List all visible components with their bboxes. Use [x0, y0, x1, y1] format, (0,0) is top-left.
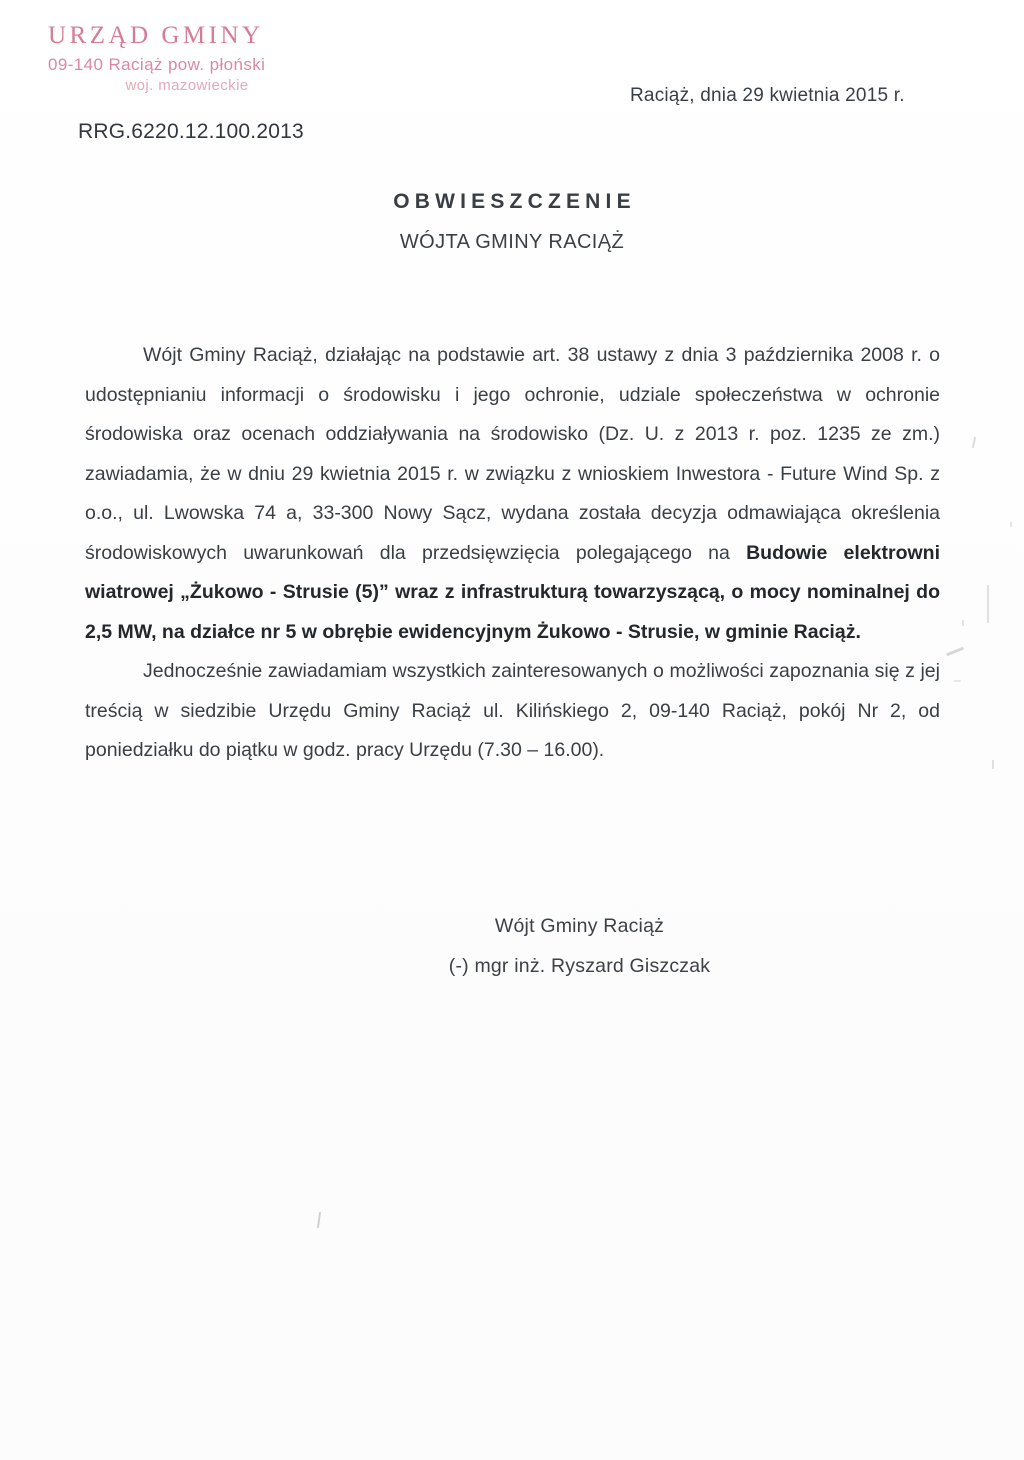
signature-block: [0, 915, 1024, 978]
scan-artifact: [317, 1212, 321, 1228]
scan-artifact: [1010, 522, 1012, 527]
page-title: OBWIESZCZENIE: [393, 190, 636, 213]
scan-artifact: [992, 760, 994, 769]
paragraph-1-part-3: .: [855, 620, 861, 643]
scan-artifact: [946, 647, 964, 657]
paragraph-legal-basis: [85, 336, 940, 652]
stamp-address: 09-140 Raciąż pow. płoński: [48, 54, 266, 74]
stamp-office-name: URZĄD GMINY: [48, 22, 264, 49]
paragraph-1-bold-subject: Budowie elektrowni wiatrowej „Żukowo - Strusie (5)” wraz z infrastrukturą towarzyszącą, o mocy nominalnej do 2,5 MW, na działce nr 5 w obrębie ewidencyjnym Żukowo - Strusie, w gminie Raciąż: [85, 541, 941, 643]
scan-artifact: [962, 620, 964, 626]
scan-artifact: [954, 680, 961, 682]
paragraph-inspection-info: Jednocześnie zawiadamiam wszystkich zainteresowanych o możliwości zapoznania się z jej treścią w siedzibie Urzędu Gminy Raciąż ul. Kilińskiego 2, 09-140 Raciąż, pokój Nr 2, od poniedziałku do piątku w godz. pracy Urzędu (7.30 – 16.00).: [85, 660, 940, 761]
signature-name: (-) mgr inż. Ryszard Giszczak: [448, 955, 711, 977]
paragraph-1-part-1: Wójt Gminy Raciąż, działając na podstawie art. 38 ustawy z dnia 3 października 2008 r. o udostępnianiu informacji o środowisku i jego ochronie, udziale społeczeństwa w ochronie środowiska oraz ocenach oddziaływania na środowisko (Dz. U. z 2013 r. poz. 1235 ze zm.) zawiadamia, że w dniu 29 kwietnia 2015 r. w związku z wnioskiem Inwestora - Future Wind Sp. z o.o., ul. Lwowska 74 a, 33-300 Nowy Sącz, wydana została decyzja odmawiająca określenia środowiskowych uwarunkowań dla przedsięwzięcia polegającego na: [85, 344, 940, 564]
reference-number: RRG.6220.12.100.2013: [78, 120, 304, 143]
document-body: [85, 336, 940, 771]
signature-role: Wójt Gminy Raciąż: [494, 915, 665, 937]
stamp-voivodeship: woj. mazowieckie: [125, 77, 249, 95]
document-title-block: [0, 190, 1024, 254]
scan-artifact: [972, 437, 976, 448]
office-stamp: [48, 22, 368, 95]
page-subtitle: WÓJTA GMINY RACIĄŻ: [399, 231, 625, 253]
place-and-date: Raciąż, dnia 29 kwietnia 2015 r.: [630, 85, 905, 106]
scan-artifact: [987, 585, 989, 623]
